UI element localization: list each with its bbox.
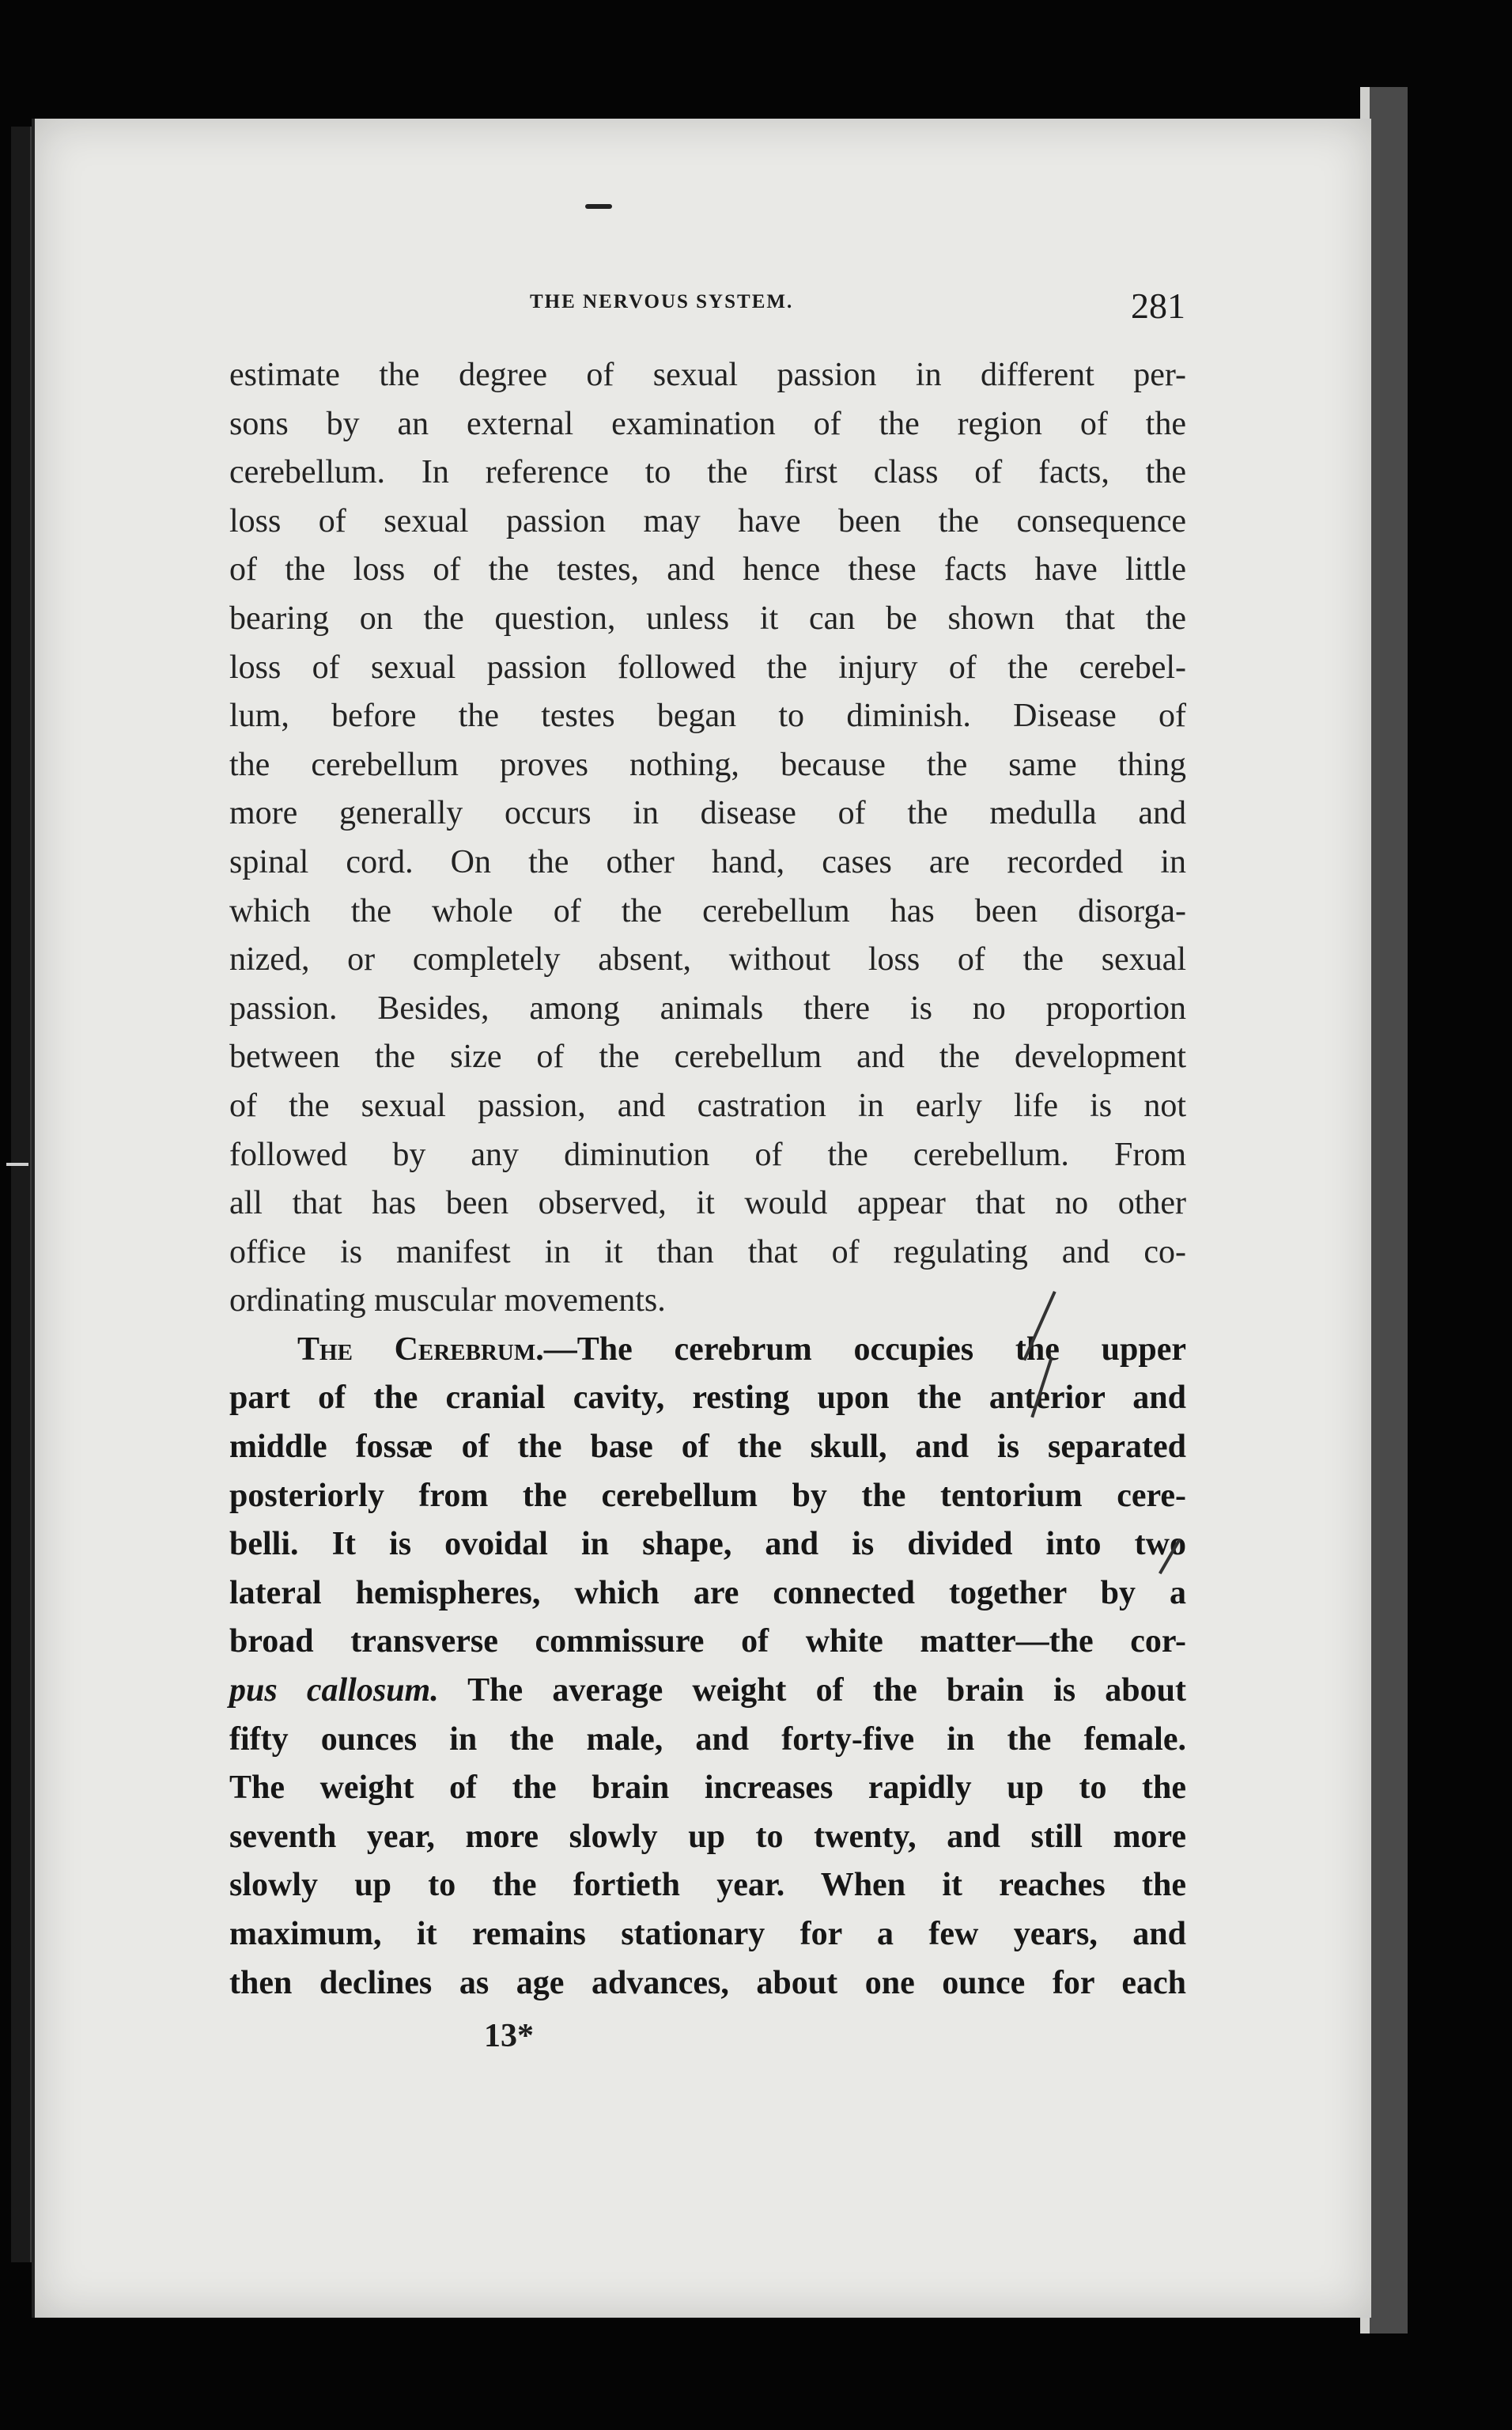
text-line: followed by any diminution of the cerebellum. From — [229, 1136, 1186, 1173]
paragraph-2-lines-after — [229, 1716, 1186, 2008]
text-line: belli. It is ovoidal in shape, and is divided into two — [229, 1526, 1186, 1563]
text-line: seventh year, more slowly up to twenty, and still more — [229, 1818, 1186, 1855]
text-line: spinal cord. On the other hand, cases are recorded in — [229, 843, 1186, 880]
text-line: then declines as age advances, about one ounce for each — [229, 1964, 1186, 2001]
paragraph-2 — [229, 1326, 1186, 2008]
text-line: loss of sexual passion followed the injury of the cerebel- — [229, 649, 1186, 686]
text-line: slowly up to the fortieth year. When it reaches the — [229, 1867, 1186, 1904]
italic-term: pus callosum. — [229, 1672, 439, 1709]
paragraph-1 — [229, 351, 1186, 1326]
text-line: between the size of the cerebellum and the development — [229, 1039, 1186, 1076]
text-line: sons by an external examination of the region of the — [229, 405, 1186, 442]
running-head: THE NERVOUS SYSTEM. — [530, 291, 794, 312]
text-line: passion. Besides, among animals there is no proportion — [229, 990, 1186, 1027]
text-line: office is manifest in it than that of regulating and co- — [229, 1233, 1186, 1270]
text-line: which the whole of the cerebellum has been disorga- — [229, 892, 1186, 929]
page-right-shadow — [1368, 87, 1408, 2333]
binding-mark — [6, 1163, 28, 1166]
paragraph-2-first-line — [229, 1326, 1186, 1375]
text-line: cerebellum. In reference to the first class of facts, the — [229, 454, 1186, 491]
text-line: part of the cranial cavity, resting upon the anterior and — [229, 1380, 1186, 1417]
body-text — [229, 351, 1186, 2008]
text-line: The weight of the brain increases rapidly up to the — [229, 1770, 1186, 1807]
section-heading: The Cerebrum. — [297, 1330, 544, 1368]
text-line: estimate the degree of sexual passion in different per- — [229, 357, 1186, 393]
signature-mark: 13* — [484, 2018, 534, 2054]
paragraph-2-first-line-text: —The cerebrum occupies the upper — [543, 1330, 1186, 1368]
text-line: the cerebellum proves nothing, because the same thing — [229, 746, 1186, 783]
page-number: 281 — [1131, 286, 1185, 326]
paragraph-2-italic-line-rest: The average weight of the brain is about — [438, 1672, 1186, 1709]
text-line: all that has been observed, it would appear that no other — [229, 1185, 1186, 1222]
text-line: nized, or completely absent, without loss of the sexual — [229, 941, 1186, 978]
book-binding-edge — [11, 127, 32, 2262]
text-line: maximum, it remains stationary for a few years, and — [229, 1916, 1186, 1952]
text-line: more generally occurs in disease of the medulla and — [229, 795, 1186, 832]
text-line: fifty ounces in the male, and forty-five in the female. — [229, 1720, 1186, 1758]
text-line: of the loss of the testes, and hence these facts have little — [229, 551, 1186, 589]
text-line: ordinating muscular movements. — [229, 1282, 666, 1319]
text-line: bearing on the question, unless it can be shown that the — [229, 600, 1186, 637]
text-line: lum, before the testes began to diminish. Disease of — [229, 698, 1186, 735]
paragraph-2-lines — [229, 1374, 1186, 1667]
paragraph-2-italic-line — [229, 1667, 1186, 1716]
text-line: broad transverse commissure of white matter—the cor- — [229, 1623, 1186, 1660]
text-line: loss of sexual passion may have been the consequence — [229, 502, 1186, 539]
ink-mark — [585, 204, 612, 209]
text-line: of the sexual passion, and castration in early life is not — [229, 1087, 1186, 1124]
text-line: posteriorly from the cerebellum by the tentorium cere- — [229, 1477, 1186, 1514]
text-line: middle fossæ of the base of the skull, and is separated — [229, 1429, 1186, 1466]
text-line: lateral hemispheres, which are connected together by a — [229, 1574, 1186, 1611]
